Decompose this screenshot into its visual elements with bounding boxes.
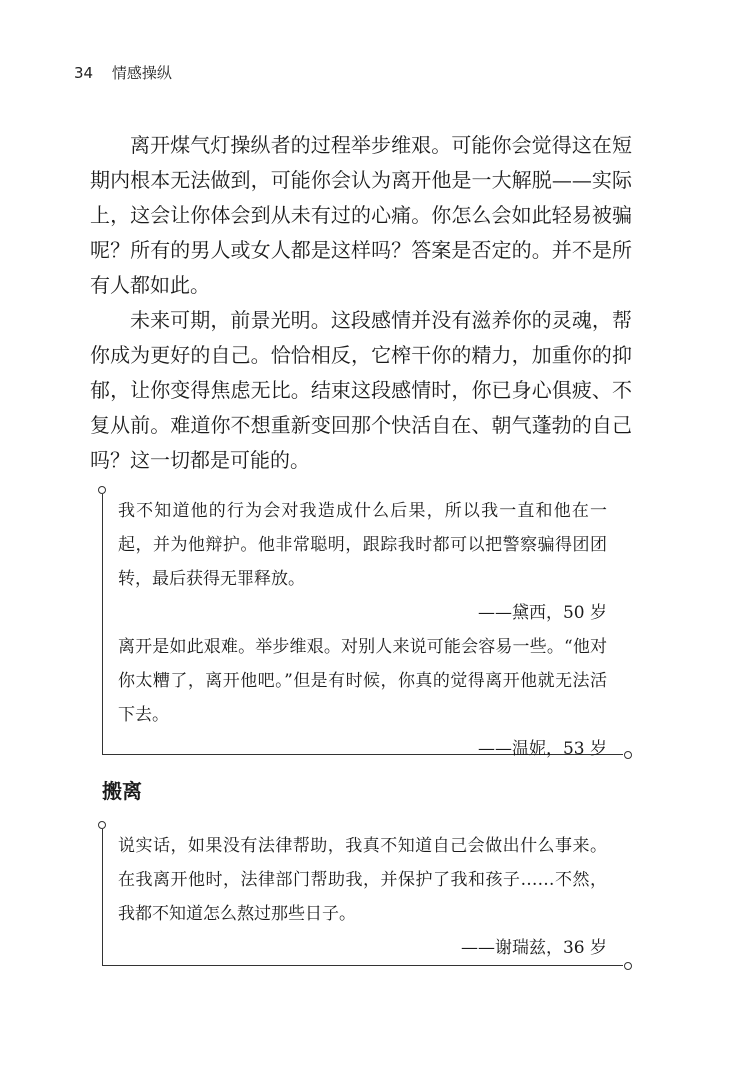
corner-dot-icon	[624, 962, 632, 970]
section-heading: 搬离	[102, 779, 142, 803]
quote-text: 我不知道他的行为会对我造成什么后果，所以我一直和他在一起，并为他辩护。他非常聪明，跟踪我时都可以把警察骗得团团转，最后获得无罪释放。	[118, 501, 607, 589]
paragraph: 未来可期，前景光明。这段感情并没有滋养你的灵魂，帮你成为更好的自己。恰恰相反，它榨干你的精力，加重你的抑郁，让你变得焦虑无比。结束这段感情时，你已身心俱疲、不复从前。难道你不想重新变回那个快活自在、朝气蓬勃的自己吗？这一切都是可能的。	[90, 308, 632, 472]
quote-text: 说实话，如果没有法律帮助，我真不知道自己会做出什么事来。在我离开他时，法律部门帮助我，并保护了我和孩子……不然，我都不知道怎么熬过那些日子。	[118, 836, 607, 924]
corner-dot-icon	[98, 821, 106, 829]
page-number: 34	[74, 64, 94, 82]
quote-attribution: ——谢瑞兹，36 岁	[460, 938, 607, 958]
corner-dot-icon	[98, 486, 106, 494]
quote-attribution: ——温妮，53 岁	[477, 739, 607, 759]
body-text	[90, 128, 632, 478]
quote-attribution: ——黛西，50 岁	[477, 603, 607, 623]
quote-box	[102, 494, 623, 759]
corner-dot-icon	[624, 751, 632, 759]
chapter-title: 情感操纵	[111, 64, 172, 82]
paragraph: 离开煤气灯操纵者的过程举步维艰。可能你会觉得这在短期内根本无法做到，可能你会认为离开他是一大解脱——实际上，这会让你体会到从未有过的心痛。你怎么会如此轻易被骗呢？所有的男人或女人都是这样吗？答案是否定的。并不是所有人都如此。	[90, 133, 632, 297]
quote-box	[102, 829, 623, 966]
quote-text: 离开是如此艰难。举步维艰。对别人来说可能会容易一些。“他对你太糟了，离开他吧。”但是有时候，你真的觉得离开他就无法活下去。	[118, 637, 607, 725]
running-header	[74, 62, 172, 83]
